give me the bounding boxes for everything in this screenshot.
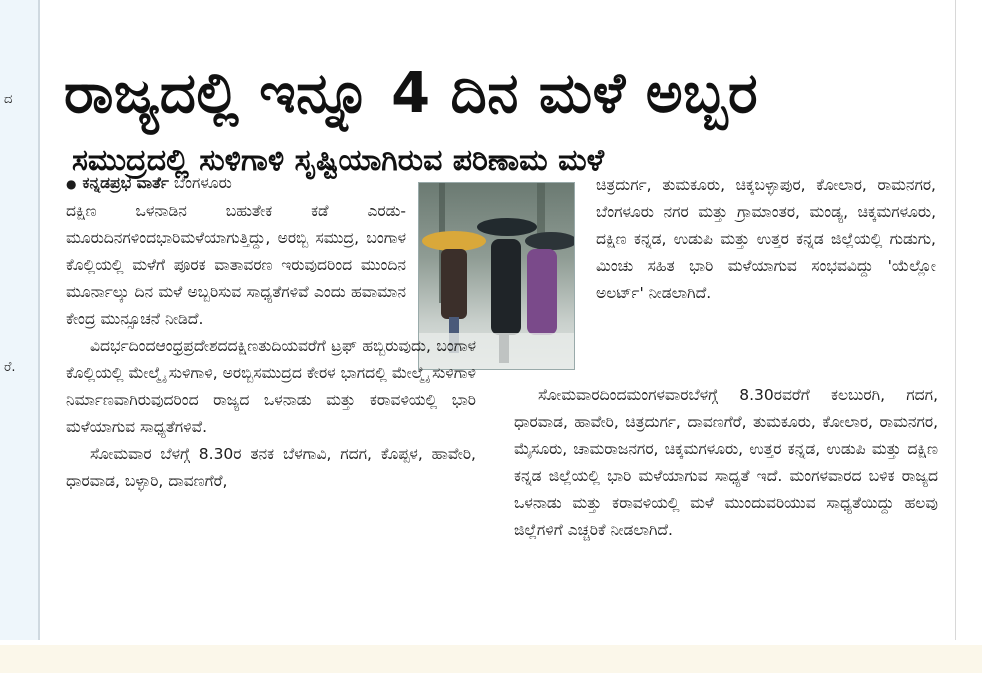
article-paragraph: ಚಿತ್ರದುರ್ಗ, ತುಮಕೂರು, ಚಿಕ್ಕಬಳ್ಳಾಪುರ, ಕೋಲಾರ, ರಾಮನಗರ, ಬೆಂಗಳೂರು ನಗರ ಮತ್ತು ಗ್ರಾಮಾಂತರ, ಮಂಡ್ಯ, ಚಿಕ್ಕಮಗಳೂರು, ದಕ್ಷಿಣ ಕನ್ನಡ, ಉಡುಪಿ ಮತ್ತು ಉತ್ತರ ಕನ್ನಡ ಜಿಲ್ಲೆಯಲ್ಲಿ ಗುಡುಗು, ಮಿಂಚು ಸಹಿತ ಭಾರಿ ಮಳೆಯಾಗುವ ಸಂಭವವಿದ್ದು 'ಯೆಲ್ಲೋ ಅಲರ್ಟ್' ನೀಡಲಾಗಿದೆ.	[596, 176, 936, 302]
column-rule	[955, 0, 956, 640]
page-bottom-band	[0, 645, 982, 673]
byline	[66, 170, 476, 198]
headline: ರಾಜ್ಯದಲ್ಲಿ ಇನ್ನೂ 4 ದಿನ ಮಳೆ ಅಬ್ಬರ	[64, 60, 759, 126]
article-column-3	[514, 382, 938, 644]
byline-bullet: ●	[66, 177, 77, 191]
adjacent-text-fragment: ದ	[4, 92, 13, 107]
subheadline: ಸಮುದ್ರದಲ್ಲಿ ಸುಳಿಗಾಳಿ ಸೃಷ್ಟಿಯಾಗಿರುವ ಪರಿಣಾಮ ಮಳೆ	[72, 142, 605, 178]
article-paragraph: ಸೋಮವಾರದಿಂದಮಂಗಳವಾರಬೆಳಗ್ಗೆ 8.30ರವರೆಗೆ ಕಲಬುರಗಿ, ಗದಗ, ಧಾರವಾಡ, ಹಾವೇರಿ, ಚಿತ್ರದುರ್ಗ, ದಾವಣಗೆರೆ, ತುಮಕೂರು, ಕೋಲಾರ, ರಾಮನಗರ, ಮೈಸೂರು, ಚಾಮರಾಜನಗರ, ಚಿಕ್ಕಮಗಳೂರು, ಉತ್ತರ ಕನ್ನಡ, ಉಡುಪಿ ಮತ್ತು ದಕ್ಷಿಣ ಕನ್ನಡ ಜಿಲ್ಲೆಯಲ್ಲಿ ಭಾರಿ ಮಳೆಯಾಗುವ ಸಾಧ್ಯತೆ ಇದೆ. ಮಂಗಳವಾರದ ಬಳಿಕ ರಾಜ್ಯದ ಒಳನಾಡು ಮತ್ತು ಕರಾವಳಿಯಲ್ಲಿ ಮಳೆ ಮುಂದುವರಿಯುವ ಸಾಧ್ಯತೆಯಿದ್ದು ಹಲವು ಜಿಲ್ಲೆಗಳಿಗೆ ಎಚ್ಚರಿಕೆ ನೀಡಲಾಗಿದೆ.	[514, 386, 938, 539]
article-column-2	[596, 172, 936, 372]
article-paragraph: ದಕ್ಷಿಣ ಒಳನಾಡಿನ ಬಹುತೇಕ ಕಡೆ ಎರಡು-ಮೂರುದಿನಗಳಿಂದಭಾರಿಮಳೆಯಾಗುತ್ತಿದ್ದು, ಅರಬ್ಬಿ ಸಮುದ್ರ, ಬಂಗಾಳ ಕೊಲ್ಲಿಯಲ್ಲಿ ಮಳೆಗೆ ಪೂರಕ ವಾತಾವರಣ ಇರುವುದರಿಂದ ಮುಂದಿನ ಮೂರ್ನಾಲ್ಕು ದಿನ ಮಳೆ ಅಬ್ಬರಿಸುವ ಸಾಧ್ಯತೆಗಳಿವೆ ಎಂದು ಹವಾಮಾನ ಕೇಂದ್ರ ಮುನ್ಸೂಚನೆ ನೀಡಿದೆ.	[66, 202, 406, 328]
article-paragraph: ಸೋಮವಾರ ಬೆಳಗ್ಗೆ 8.30ರ ತನಕ ಬೆಳಗಾವಿ, ಗದಗ, ಕೊಪ್ಪಳ, ಹಾವೇರಿ, ಧಾರವಾಡ, ಬಳ್ಳಾರಿ, ದಾವಣಗೆರೆ,	[66, 445, 476, 490]
article-paragraph: ವಿದರ್ಭದಿಂದಆಂಧ್ರಪ್ರದೇಶದದಕ್ಷಿಣತುದಿಯವರೆಗೆ ಟ್ರಫ್ ಹಬ್ಬಿರುವುದು, ಬಂಗಾಳ ಕೊಲ್ಲಿಯಲ್ಲಿ ಮೇಲ್ಮೈ ಸುಳಿಗಾಳಿ, ಅರಬ್ಬಿಸಮುದ್ರದ ಕೇರಳ ಭಾಗದಲ್ಲಿ ಮೇಲ್ಮೈ ಸುಳಿಗಾಳಿ ನಿರ್ಮಾಣವಾಗಿರುವುದರಿಂದ ರಾಜ್ಯದ ಒಳನಾಡು ಮತ್ತು ಕರಾವಳಿಯಲ್ಲಿ ಭಾರಿ ಮಳೆಯಾಗುವ ಸಾಧ್ಯತೆಗಳಿವೆ.	[66, 337, 476, 436]
adjacent-column-strip	[0, 0, 40, 640]
adjacent-text-fragment: ರೆ.	[4, 360, 16, 375]
byline-location: ಬೆಂಗಳೂರು	[173, 174, 232, 192]
article-column-1	[66, 170, 476, 640]
byline-publication: ಕನ್ನಡಪ್ರಭ ವಾರ್ತೆ	[82, 174, 169, 192]
